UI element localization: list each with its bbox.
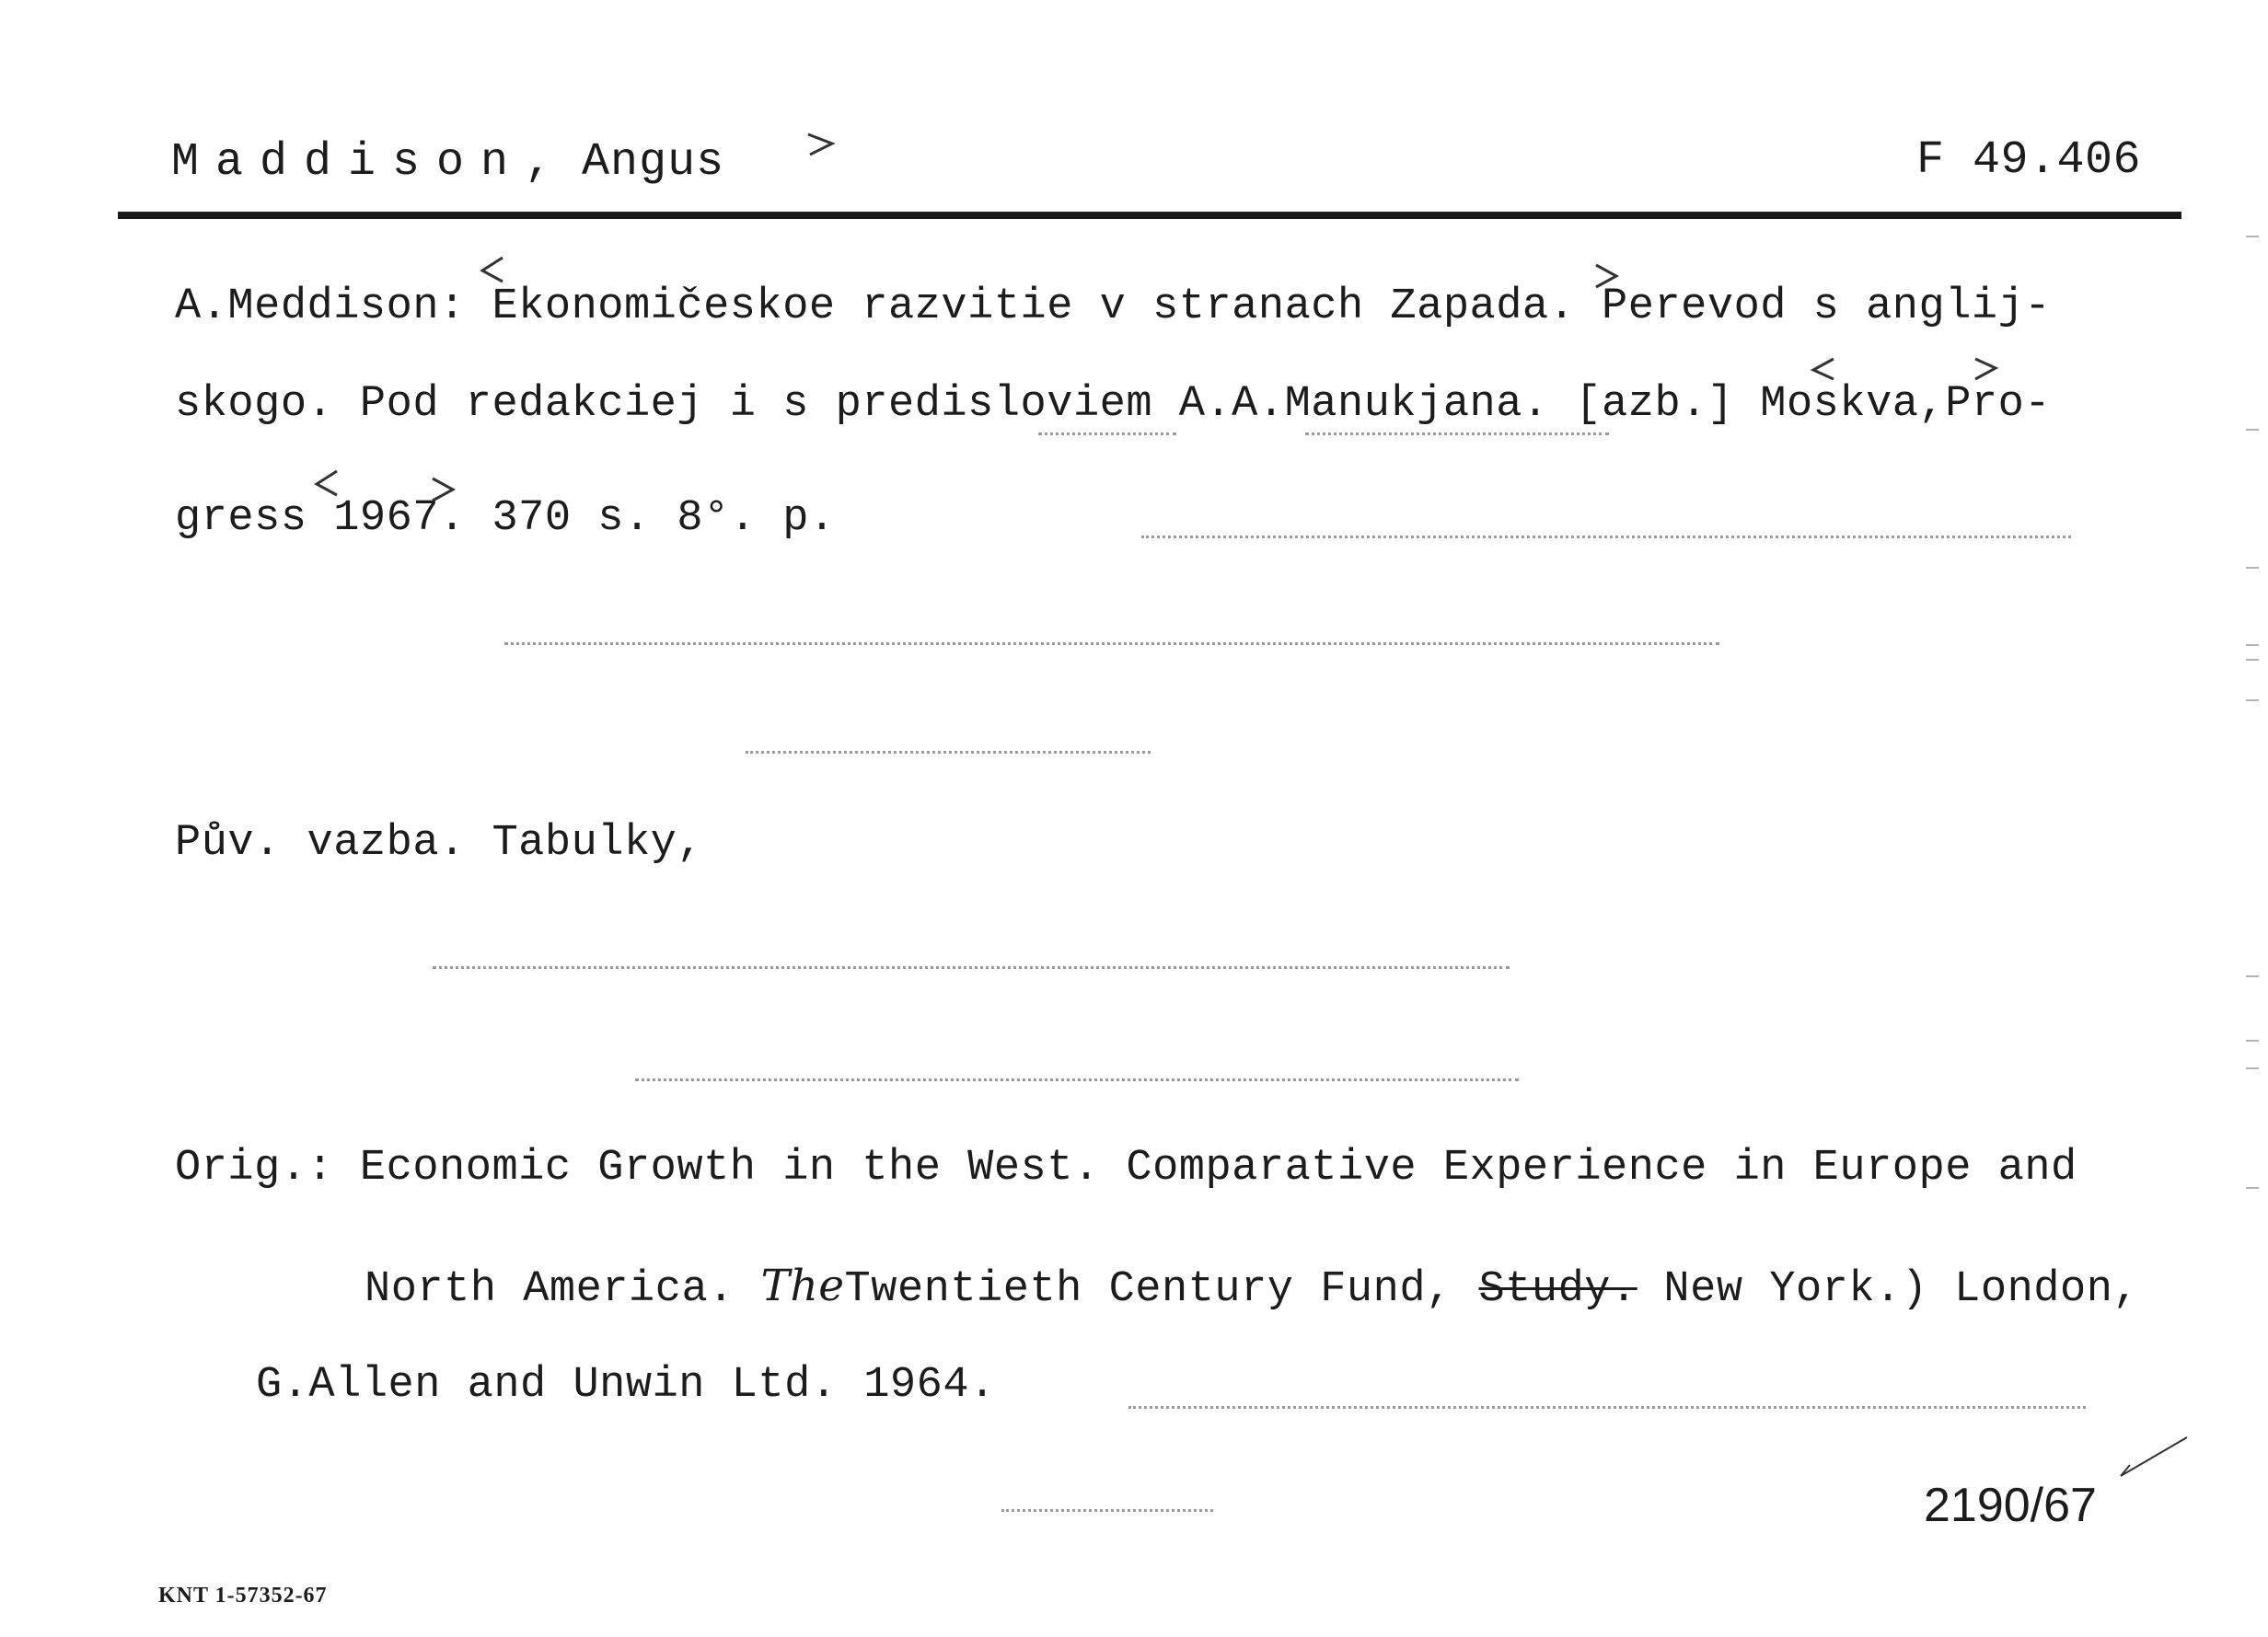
caret-mark-icon [803, 129, 839, 160]
author-heading [171, 136, 725, 189]
edge-tick [2246, 659, 2259, 661]
original-title-line-3: G.Allen and Unwin Ltd. 1964. [256, 1361, 996, 1410]
open-angle-mark-icon [1808, 355, 1839, 383]
close-angle-mark-icon [427, 475, 458, 506]
entry-line-1: A.Meddison: Ekonomičeskoe razvitie v stranach Zapada. Perevod s anglij- [175, 282, 2052, 331]
entry-line-2: skogo. Pod redakciej i s predisloviem A.A.Manukjana. [azb.] Moskva,Pro- [175, 380, 2052, 429]
edge-tick [2246, 699, 2259, 701]
author-surname: Maddison [171, 136, 526, 189]
handwritten-correction: The [760, 1261, 845, 1311]
card-print-code: KNT 1-57352-67 [158, 1584, 328, 1608]
heading-rule [118, 212, 2181, 219]
entry-line-3: gress 1967. 370 s. 8°. p. [175, 494, 836, 543]
pen-stroke-mark-icon [2117, 1432, 2191, 1481]
original-title-line-1: Orig.: Economic Growth in the West. Comparative Experience in Europe and [175, 1144, 2077, 1193]
open-angle-mark-icon [311, 467, 342, 499]
edge-tick [2246, 567, 2259, 569]
shelf-mark: F 49.406 [1916, 134, 2142, 187]
edge-tick [2246, 429, 2259, 431]
edge-tick [2246, 236, 2259, 237]
struck-word: Study. [1478, 1265, 1637, 1314]
dotted-fill-line [1001, 1509, 1213, 1512]
author-given-name: , Angus [525, 136, 725, 189]
close-angle-mark-icon [1970, 355, 2001, 383]
dotted-fill-line [1141, 536, 2071, 538]
orig-text-c: New York.) London, [1663, 1265, 2140, 1314]
accession-number: 2190/67 [1924, 1479, 2097, 1532]
orig-text-a: North America. [364, 1265, 735, 1314]
dotted-fill-line [746, 751, 1151, 754]
edge-tick [2246, 975, 2259, 977]
underline-mark [1038, 432, 1176, 435]
physical-note: Pův. vazba. Tabulky, [175, 819, 704, 868]
dotted-fill-line [635, 1078, 1519, 1081]
orig-text-b: Twentieth Century Fund, [844, 1265, 1452, 1314]
dotted-fill-line [433, 966, 1510, 969]
edge-tick [2246, 1067, 2259, 1069]
underline-mark [1305, 432, 1609, 435]
close-angle-mark-icon [1591, 261, 1622, 293]
dotted-fill-line [1128, 1406, 2086, 1409]
original-title-line-2 [364, 1261, 2140, 1314]
edge-tick [2246, 1187, 2259, 1189]
open-angle-mark-icon [477, 254, 508, 285]
edge-tick [2246, 644, 2259, 646]
dotted-fill-line [504, 642, 1719, 645]
edge-tick [2246, 1040, 2259, 1042]
